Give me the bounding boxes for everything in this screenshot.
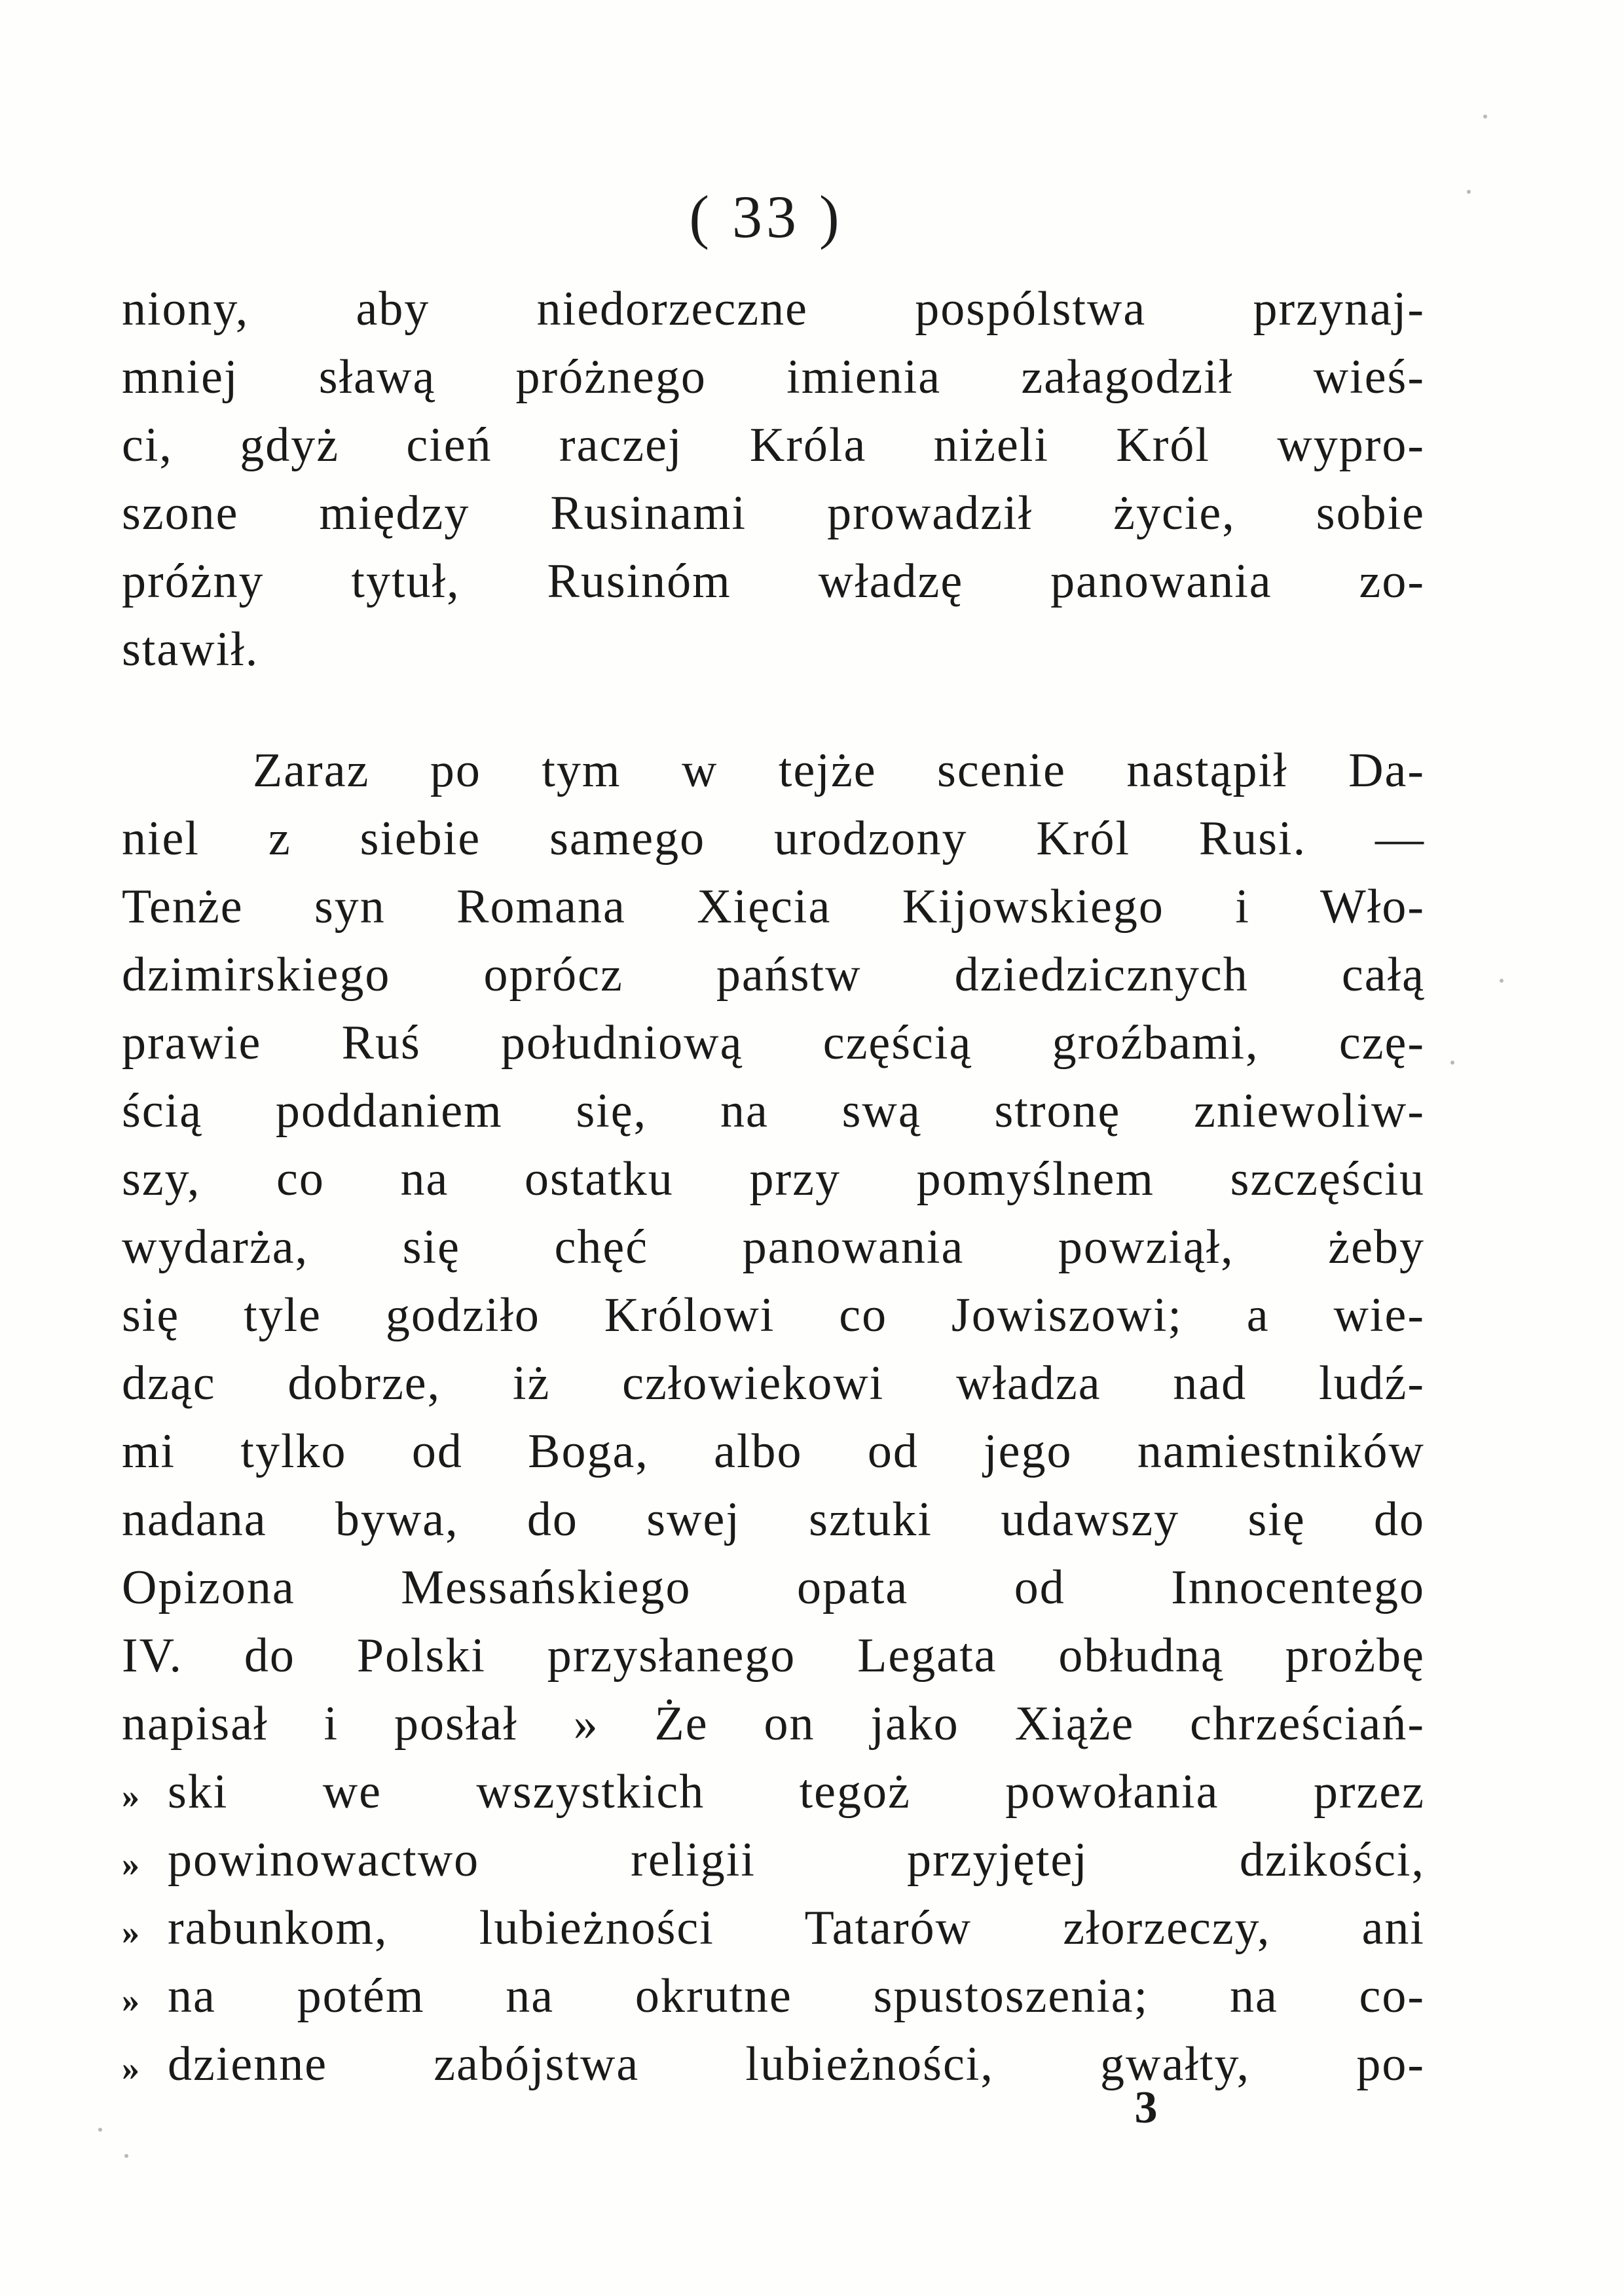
text-line: niel z siebie samego urodzony Król Rusi. — bbox=[122, 812, 1425, 866]
quote-mark: » bbox=[122, 1980, 141, 2020]
text-line: ścią poddaniem się, na swą stronę zniewoliw- bbox=[122, 1084, 1425, 1138]
text-line: stawił. bbox=[122, 623, 259, 676]
paper-speck bbox=[1450, 1061, 1454, 1065]
quote-text: powinowactwo religii przyjętej dzikości, bbox=[168, 1833, 1425, 1887]
text-line: prawie Ruś południową częścią groźbami, czę- bbox=[122, 1016, 1425, 1070]
quote-line bbox=[122, 2030, 1425, 2098]
text-line: dząc dobrze, iż człowiekowi władza nad ludź- bbox=[122, 1357, 1425, 1410]
text-line: się tyle godziło Królowi co Jowiszowi; a wie- bbox=[122, 1288, 1425, 1342]
quote-mark: » bbox=[122, 2049, 141, 2088]
quote-text: rabunkom, lubieżności Tatarów złorzeczy, ani bbox=[168, 1901, 1425, 1955]
text-line: nadana bywa, do swej sztuki udawszy się do bbox=[122, 1493, 1425, 1546]
quote-text: ski we wszystkich tegoż powołania przez bbox=[168, 1765, 1425, 1819]
quote-line bbox=[122, 1826, 1425, 1894]
text-line: mniej sławą próżnego imienia załagodził wieś- bbox=[122, 350, 1425, 404]
quote-line bbox=[122, 1758, 1425, 1826]
quote-text: dzienne zabójstwa lubieżności, gwałty, po- bbox=[168, 2037, 1425, 2091]
text-line: mi tylko od Boga, albo od jego namiestników bbox=[122, 1425, 1425, 1478]
text-line: niony, aby niedorzeczne pospólstwa przynaj- bbox=[122, 282, 1425, 336]
quote-mark: » bbox=[122, 1776, 141, 1815]
text-line: Zaraz po tym w tejże scenie nastąpił Da- bbox=[253, 744, 1425, 797]
text-line: wydarża, się chęć panowania powziął, żeby bbox=[122, 1220, 1425, 1274]
paper-speck bbox=[1483, 115, 1487, 118]
paper-speck bbox=[98, 2128, 102, 2132]
text-line: próżny tytuł, Rusinóm władzę panowania zo- bbox=[122, 555, 1425, 608]
page-number: ( 33 ) bbox=[689, 183, 843, 250]
text-line: napisał i posłał » Że on jako Xiąże chrześciań- bbox=[122, 1697, 1425, 1751]
signature-mark: 3 bbox=[1134, 2083, 1158, 2133]
text-line: szy, co na ostatku przy pomyślnem szczęściu bbox=[122, 1152, 1425, 1206]
paper-speck bbox=[1467, 190, 1471, 194]
quote-line bbox=[122, 1962, 1425, 2030]
paragraph-daniel bbox=[122, 737, 1425, 2098]
text-line: Tenże syn Romana Xięcia Kijowskiego i Wło- bbox=[122, 880, 1425, 934]
text-line: dzimirskiego oprócz państw dziedzicznych całą bbox=[122, 948, 1425, 1002]
quote-text: na potém na okrutne spustoszenia; na co- bbox=[168, 1969, 1425, 2023]
text-line: ci, gdyż cień raczej Króla niżeli Król wypro- bbox=[122, 418, 1425, 472]
text-line: IV. do Polski przysłanego Legata obłudną prożbę bbox=[122, 1629, 1425, 1683]
quote-line bbox=[122, 1894, 1425, 1962]
quote-mark: » bbox=[122, 1844, 141, 1884]
quote-mark: » bbox=[122, 1912, 141, 1952]
text-line: szone między Rusinami prowadził życie, sobie bbox=[122, 486, 1425, 540]
paper-speck bbox=[1500, 979, 1504, 983]
paper-speck bbox=[124, 2154, 128, 2158]
paragraph-continuation bbox=[122, 275, 1425, 683]
text-line: Opizona Messańskiego opata od Innocentego bbox=[122, 1561, 1425, 1614]
